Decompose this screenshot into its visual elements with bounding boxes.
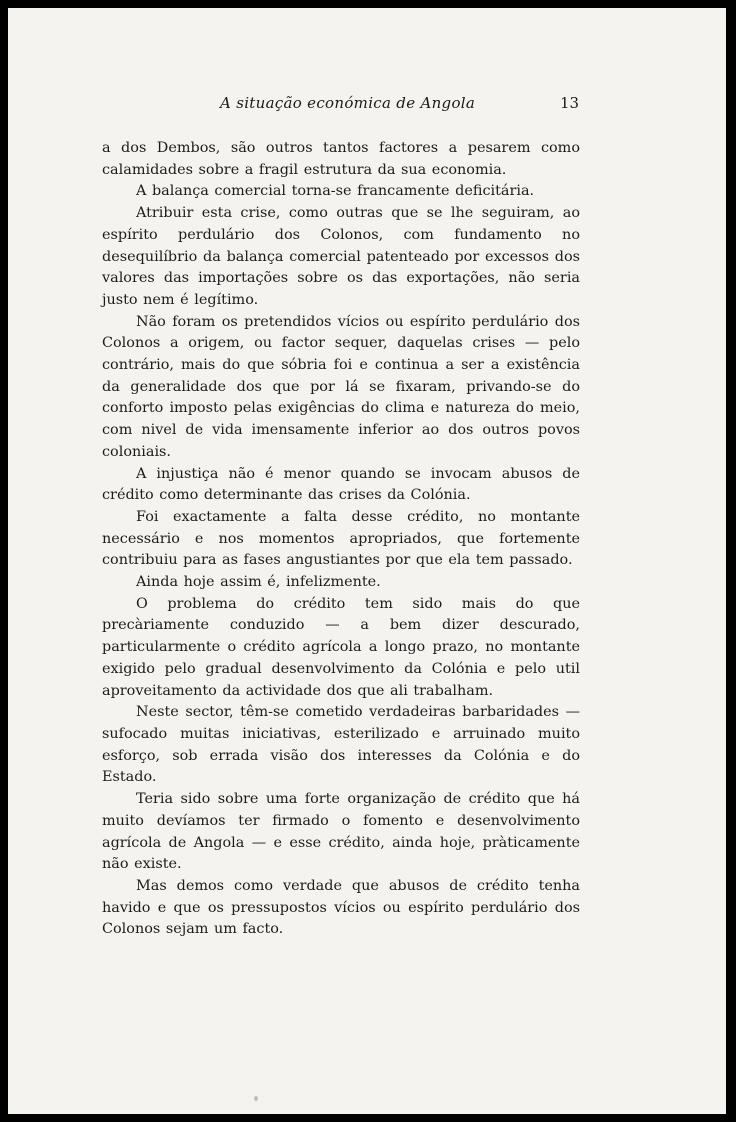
page-number: 13 (560, 94, 580, 112)
paragraph: Atribuir esta crise, como outras que se lhe seguiram, ao espírito perdulário dos Colonos, com fundamento no desequilíbrio da balança comercial patenteado por excessos dos valores das importações sobre os das exportações, não seria justo nem é legítimo. (102, 205, 580, 308)
running-title: A situação económica de Angola (220, 94, 476, 112)
paragraph: Neste sector, têm-se cometido verdadeiras barbaridades — sufocado muitas iniciativas, esterilizado e arruinado muito esforço, sob errada visão dos interesses da Colónia e do Estado. (102, 704, 580, 786)
body-text (102, 138, 580, 941)
paragraph: A injustiça não é menor quando se invocam abusos de crédito como determinante das crises da Colónia. (102, 465, 580, 504)
paragraph: Mas demos como verdade que abusos de crédito tenha havido e que os pressupostos vícios ou espírito perdulário dos Colonos sejam um facto. (102, 877, 580, 938)
paragraph: A balança comercial torna-se francamente deficitária. (136, 183, 535, 200)
paper-speck (254, 1096, 258, 1101)
paragraph: Teria sido sobre uma forte organização de crédito que há muito devíamos ter firmado o fomento e desenvolvimento agrícola de Angola — e esse crédito, ainda hoje, pràticamente não existe. (102, 791, 580, 873)
paragraph: O problema do crédito tem sido mais do que precàriamente conduzido — a bem dizer descurado, particularmente o crédito agrícola a longo prazo, no montante exigido pelo gradual desenvolvimento da Colónia e pelo util aproveitamento da actividade dos que ali trabalham. (102, 595, 580, 699)
scanned-page (8, 8, 726, 1114)
paragraph: Ainda hoje assim é, infelizmente. (136, 574, 381, 591)
paragraph: Foi exactamente a falta desse crédito, no montante necessário e nos momentos apropriados, que fortemente contribuiu para as fases angustiantes por que ela tem passado. (102, 508, 580, 569)
page-header (8, 94, 726, 118)
paragraph-continued: a dos Dembos, são outros tantos factores a pesarem como calamidades sobre a fragil estrutura da sua economia. (102, 140, 580, 178)
paragraph: Não foram os pretendidos vícios ou espírito perdulário dos Colonos a origem, ou factor sequer, daquelas crises — pelo contrário, mais do que sóbria foi e continua a ser a existência da generalidade dos que por lá se fixaram, privando-se do conforto imposto pelas exigências do clima e natureza do meio, com nivel de vida imensamente inferior ao dos outros povos coloniais. (102, 313, 580, 460)
